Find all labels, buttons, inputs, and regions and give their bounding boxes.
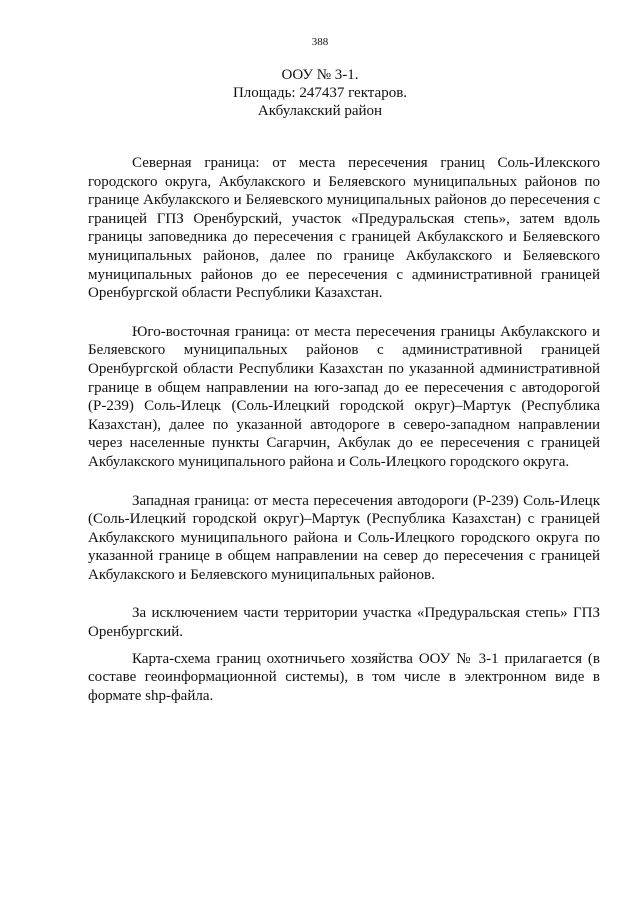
paragraph-north-border: Северная граница: от места пересечения границ Соль-Илекского городского округа, Акбулакского и Беляевского муниципальных районов по границе Акбулакского и Беляевского муниципальных районов до пересечения с границей ГПЗ Оренбурский, участок «Предуральская степь», затем вдоль границы заповедника до пересечения с границей Акбулакского и Беляевского муниципальных районов, далее по границе Акбулакского и Беляевского муниципальных районов до ее пересечения с административной границей Оренбургской области Республики Казахстан. (88, 155, 600, 302)
district-line: Акбулакский район (257, 103, 383, 119)
paragraph-southeast-border: Юго-восточная граница: от места пересечения границы Акбулакского и Беляевского муниципальных районов с административной границей Оренбургской области Республики Казахстан по указанной административной границе в общем направлении на юго-запад до ее пересечения с автодорогой (Р-239) Соль-Илецк (Соль-Илецкий городской округ)–Мартук (Республика Казахстан), далее по указанной автодороге в северо-западном направлении через населенные пункты Сагарчин, Акбулак до ее пересечения с границей Акбулакского муниципального района и Соль-Илецкого городского округа. (88, 323, 600, 470)
paragraph-exclusion: За исключением части территории участка «Предуральская степь» ГПЗ Оренбургский. (88, 605, 600, 641)
area-line: Площадь: 247437 гектаров. (232, 85, 408, 101)
section-title: ООУ № 3-1. (281, 67, 359, 83)
document-header (0, 66, 640, 120)
paragraph-map-scheme: Карта-схема границ охотничьего хозяйства ООУ № 3-1 прилагается (в составе геоинформационной системы), в том числе в электронном виде в формате shp-файла. (88, 650, 600, 704)
document-body (88, 154, 600, 705)
page-number: 388 (311, 36, 329, 48)
paragraph-west-border: Западная граница: от места пересечения автодороги (Р-239) Соль-Илецк (Соль-Илецкий городской округ)–Мартук (Республика Казахстан) с границей Акбулакского муниципального района и Соль-Илецкого городского округа по указанной границе в общем направлении на север до пересечения с границей Акбулакского и Беляевского муниципальных районов. (88, 492, 600, 583)
